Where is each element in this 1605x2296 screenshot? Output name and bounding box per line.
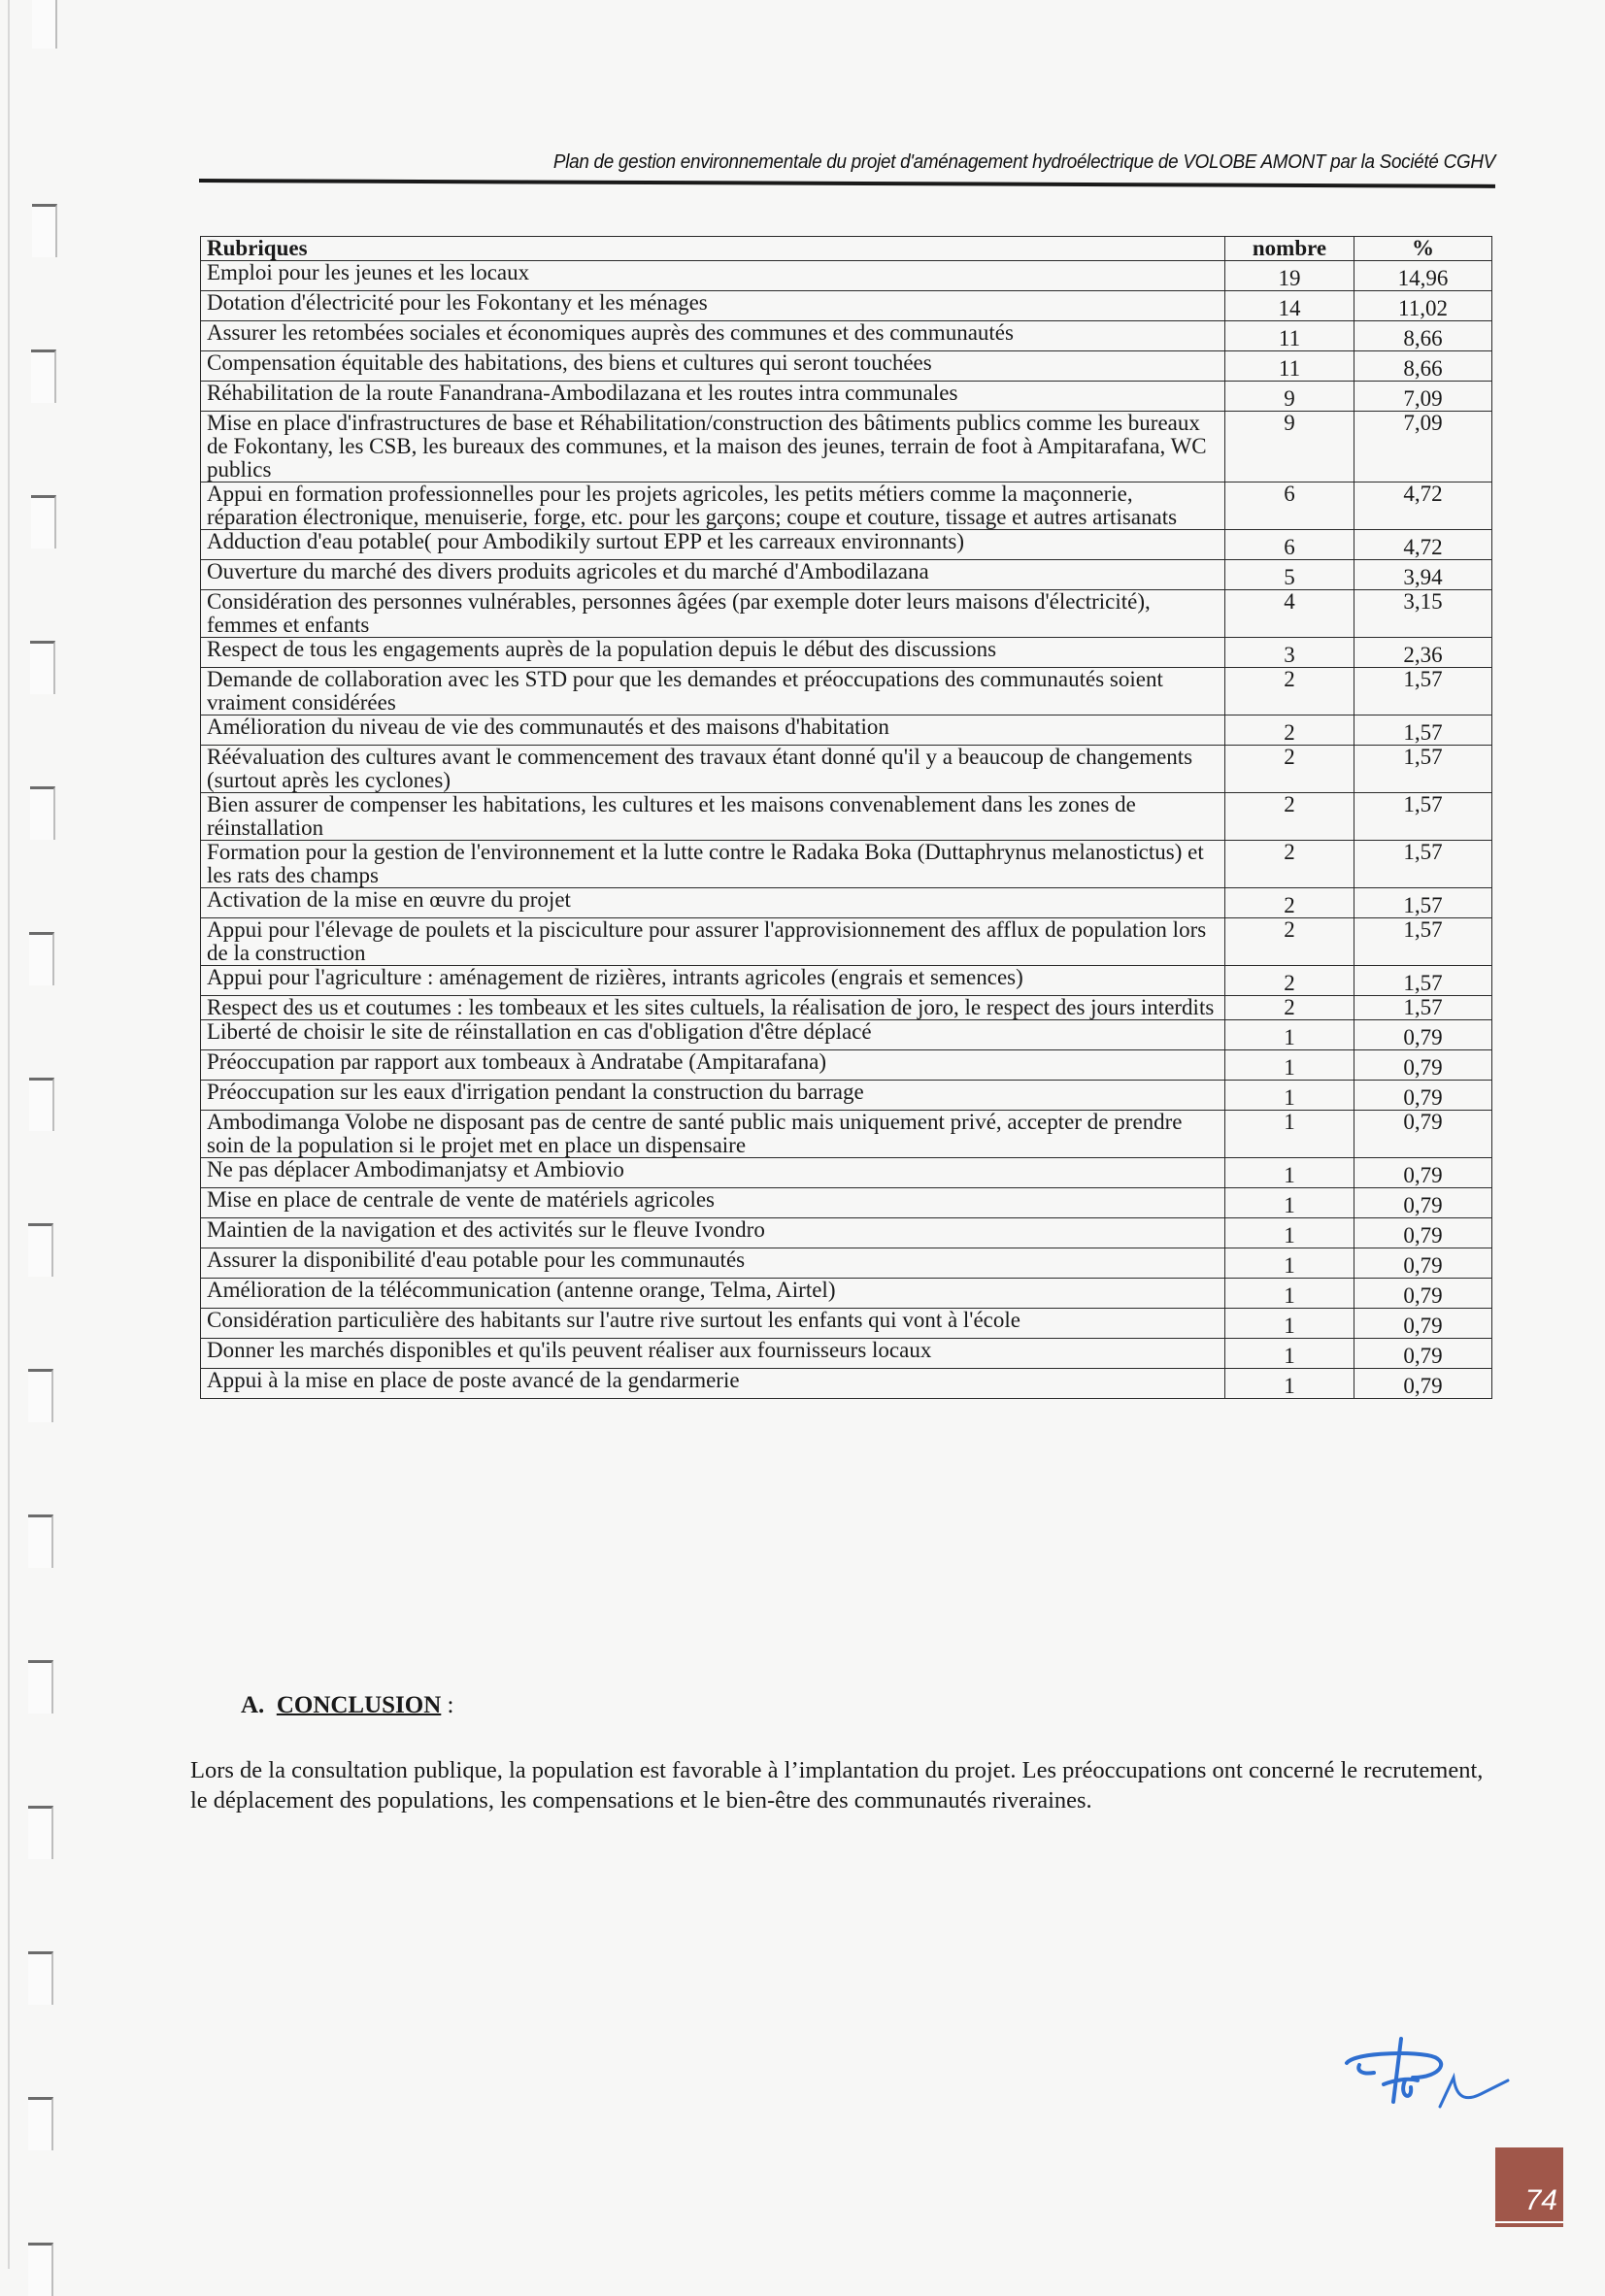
table-row (201, 746, 1492, 793)
running-header: Plan de gestion environnementale du projet d'aménagement hydroélectrique de VOLOBE AMONT par la Société CGHV (552, 150, 1495, 173)
percent-cell: 1,57 (1354, 841, 1492, 888)
percent-cell: 14,96 (1354, 261, 1492, 291)
rubrique-cell: Appui en formation professionnelles pour les projets agricoles, les petits métiers comme la maçonnerie, réparation électronique, menuiserie, forge, etc. pour les garçons; coupe et couture, tissage et autres artisanats (201, 482, 1225, 530)
binder-holes (0, 0, 58, 2269)
percent-cell: 7,09 (1354, 412, 1492, 482)
percent-cell: 4,72 (1354, 482, 1492, 530)
rubrique-cell: Ambodimanga Volobe ne disposant pas de centre de santé public mais uniquement privé, accepter de prendre soin de la population si le projet met en place un dispensaire (201, 1111, 1225, 1158)
rubrique-cell: Appui pour l'agriculture : aménagement de rizières, intrants agricoles (engrais et semences) (201, 966, 1225, 996)
table-row (201, 793, 1492, 841)
nombre-cell: 1 (1225, 1248, 1354, 1279)
percent-cell: 0,79 (1354, 1218, 1492, 1248)
percent-cell: 1,57 (1354, 966, 1492, 996)
page-number-badge (1495, 2147, 1563, 2227)
percent-cell: 0,79 (1354, 1188, 1492, 1218)
rubrique-cell: Adduction d'eau potable( pour Ambodikily surtout EPP et les carreaux environnants) (201, 530, 1225, 560)
nombre-cell: 5 (1225, 560, 1354, 590)
table-row (201, 321, 1492, 351)
punch-hole (31, 495, 56, 549)
rubrique-cell: Bien assurer de compenser les habitations, les cultures et les maisons convenablement dans les zones de réinstallation (201, 793, 1225, 841)
percent-cell: 0,79 (1354, 1279, 1492, 1309)
percent-cell: 1,57 (1354, 888, 1492, 918)
nombre-cell: 11 (1225, 321, 1354, 351)
nombre-cell: 1 (1225, 1050, 1354, 1081)
column-header-percent: % (1354, 237, 1492, 261)
nombre-cell: 1 (1225, 1218, 1354, 1248)
conclusion-paragraph: Lors de la consultation publique, la population est favorable à l’implantation du projet. Les préoccupations ont concerné le recrutement, le déplacement des populations, les compensations et le bien-être des communautés riveraines. (190, 1757, 1484, 1814)
nombre-cell: 2 (1225, 746, 1354, 793)
table-row (201, 1279, 1492, 1309)
rubriques-table (200, 236, 1492, 1399)
punch-hole (32, 204, 57, 257)
nombre-cell: 1 (1225, 1309, 1354, 1339)
percent-cell: 0,79 (1354, 1369, 1492, 1399)
table-row (201, 1218, 1492, 1248)
nombre-cell: 2 (1225, 715, 1354, 746)
table-row (201, 1188, 1492, 1218)
nombre-cell: 1 (1225, 1369, 1354, 1399)
table-row (201, 1309, 1492, 1339)
punch-hole (28, 1660, 53, 1714)
table-row (201, 261, 1492, 291)
nombre-cell: 11 (1225, 351, 1354, 382)
rubrique-cell: Maintien de la navigation et des activités sur le fleuve Ivondro (201, 1218, 1225, 1248)
table-row (201, 1081, 1492, 1111)
percent-cell: 1,57 (1354, 996, 1492, 1020)
punch-hole (28, 1223, 53, 1277)
rubrique-cell: Préoccupation par rapport aux tombeaux à Andratabe (Ampitarafana) (201, 1050, 1225, 1081)
punch-hole (28, 2243, 53, 2296)
table-row (201, 1020, 1492, 1050)
column-header-rubriques: Rubriques (201, 237, 1225, 261)
percent-cell: 0,79 (1354, 1248, 1492, 1279)
rubrique-cell: Respect des us et coutumes : les tombeaux et les sites cultuels, la réalisation de joro, le respect des jours interdits (201, 996, 1225, 1020)
rubrique-cell: Activation de la mise en œuvre du projet (201, 888, 1225, 918)
table-row (201, 996, 1492, 1020)
nombre-cell: 2 (1225, 841, 1354, 888)
rubrique-cell: Ne pas déplacer Ambodimanjatsy et Ambiovio (201, 1158, 1225, 1188)
punch-hole (30, 641, 55, 694)
punch-hole (28, 2097, 53, 2150)
nombre-cell: 1 (1225, 1020, 1354, 1050)
rubrique-cell: Amélioration de la télécommunication (antenne orange, Telma, Airtel) (201, 1279, 1225, 1309)
percent-cell: 0,79 (1354, 1111, 1492, 1158)
rubrique-cell: Assurer les retombées sociales et économiques auprès des communes et des communautés (201, 321, 1225, 351)
nombre-cell: 19 (1225, 261, 1354, 291)
table-row (201, 1158, 1492, 1188)
rubrique-cell: Mise en place d'infrastructures de base et Réhabilitation/construction des bâtiments publics comme les bureaux de Fokontany, les CSB, les bureaux des communes, et la maison des jeunes, terrain de foot à Ampitarafana, WC publics (201, 412, 1225, 482)
column-header-nombre: nombre (1225, 237, 1354, 261)
rubrique-cell: Mise en place de centrale de vente de matériels agricoles (201, 1188, 1225, 1218)
nombre-cell: 1 (1225, 1188, 1354, 1218)
page-edge (8, 0, 10, 2269)
table-row (201, 888, 1492, 918)
table-header-row (201, 237, 1492, 261)
rubrique-cell: Donner les marchés disponibles et qu'ils peuvent réaliser aux fournisseurs locaux (201, 1339, 1225, 1369)
rubrique-cell: Emploi pour les jeunes et les locaux (201, 261, 1225, 291)
rubrique-cell: Considération des personnes vulnérables, personnes âgées (par exemple doter leurs maisons d'électricité), femmes et enfants (201, 590, 1225, 638)
table-body (201, 261, 1492, 1399)
percent-cell: 4,72 (1354, 530, 1492, 560)
page-number: 74 (1524, 2184, 1557, 2216)
nombre-cell: 2 (1225, 888, 1354, 918)
nombre-cell: 6 (1225, 530, 1354, 560)
percent-cell: 1,57 (1354, 715, 1492, 746)
table-row (201, 1248, 1492, 1279)
rubrique-cell: Appui à la mise en place de poste avancé de la gendarmerie (201, 1369, 1225, 1399)
punch-hole (29, 932, 54, 985)
punch-hole (28, 1514, 53, 1568)
table-row (201, 351, 1492, 382)
table-row (201, 291, 1492, 321)
nombre-cell: 4 (1225, 590, 1354, 638)
nombre-cell: 1 (1225, 1339, 1354, 1369)
percent-cell: 0,79 (1354, 1050, 1492, 1081)
punch-hole (30, 786, 55, 840)
percent-cell: 1,57 (1354, 668, 1492, 715)
table-row (201, 590, 1492, 638)
punch-hole (29, 1078, 54, 1131)
punch-hole (28, 1806, 53, 1859)
nombre-cell: 1 (1225, 1158, 1354, 1188)
table-row (201, 1339, 1492, 1369)
nombre-cell: 9 (1225, 382, 1354, 412)
percent-cell: 11,02 (1354, 291, 1492, 321)
table-row (201, 1050, 1492, 1081)
nombre-cell: 9 (1225, 412, 1354, 482)
nombre-cell: 1 (1225, 1279, 1354, 1309)
rubrique-cell: Demande de collaboration avec les STD pour que les demandes et préoccupations des communautés soient vraiment considérées (201, 668, 1225, 715)
rubrique-cell: Considération particulière des habitants sur l'autre rive surtout les enfants qui vont à l'école (201, 1309, 1225, 1339)
percent-cell: 1,57 (1354, 746, 1492, 793)
table-row (201, 530, 1492, 560)
punch-hole (28, 1369, 53, 1422)
table-row (201, 715, 1492, 746)
table-row (201, 841, 1492, 888)
conclusion-title: CONCLUSION (276, 1692, 442, 1718)
percent-cell: 0,79 (1354, 1309, 1492, 1339)
percent-cell: 3,94 (1354, 560, 1492, 590)
nombre-cell: 2 (1225, 793, 1354, 841)
nombre-cell: 3 (1225, 638, 1354, 668)
rubrique-cell: Préoccupation sur les eaux d'irrigation pendant la construction du barrage (201, 1081, 1225, 1111)
punch-hole (28, 1951, 53, 2005)
table-row (201, 966, 1492, 996)
header-rule (199, 179, 1495, 188)
nombre-cell: 14 (1225, 291, 1354, 321)
rubrique-cell: Respect de tous les engagements auprès de la population depuis le début des discussions (201, 638, 1225, 668)
conclusion-colon: : (441, 1692, 454, 1718)
nombre-cell: 2 (1225, 996, 1354, 1020)
percent-cell: 3,15 (1354, 590, 1492, 638)
table-row (201, 1111, 1492, 1158)
nombre-cell: 2 (1225, 918, 1354, 966)
table-row (201, 412, 1492, 482)
rubrique-cell: Assurer la disponibilité d'eau potable pour les communautés (201, 1248, 1225, 1279)
nombre-cell: 1 (1225, 1081, 1354, 1111)
percent-cell: 8,66 (1354, 321, 1492, 351)
punch-hole (31, 349, 56, 403)
rubrique-cell: Liberté de choisir le site de réinstallation en cas d'obligation d'être déplacé (201, 1020, 1225, 1050)
conclusion-heading (241, 1692, 454, 1719)
percent-cell: 2,36 (1354, 638, 1492, 668)
table-row (201, 918, 1492, 966)
signature (1335, 2024, 1510, 2112)
table-row (201, 560, 1492, 590)
percent-cell: 1,57 (1354, 918, 1492, 966)
table-row (201, 382, 1492, 412)
nombre-cell: 2 (1225, 966, 1354, 996)
nombre-cell: 1 (1225, 1111, 1354, 1158)
percent-cell: 0,79 (1354, 1158, 1492, 1188)
badge-underline (1495, 2221, 1563, 2223)
percent-cell: 0,79 (1354, 1081, 1492, 1111)
percent-cell: 0,79 (1354, 1339, 1492, 1369)
rubrique-cell: Appui pour l'élevage de poulets et la pisciculture pour assurer l'approvisionnement des afflux de population lors de la construction (201, 918, 1225, 966)
nombre-cell: 6 (1225, 482, 1354, 530)
rubrique-cell: Réhabilitation de la route Fanandrana-Ambodilazana et les routes intra communales (201, 382, 1225, 412)
rubrique-cell: Réévaluation des cultures avant le commencement des travaux étant donné qu'il y a beaucoup de changements (surtout après les cyclones) (201, 746, 1225, 793)
rubrique-cell: Ouverture du marché des divers produits agricoles et du marché d'Ambodilazana (201, 560, 1225, 590)
rubrique-cell: Compensation équitable des habitations, des biens et cultures qui seront touchées (201, 351, 1225, 382)
percent-cell: 8,66 (1354, 351, 1492, 382)
table-row (201, 482, 1492, 530)
punch-hole (32, 0, 57, 49)
table-row (201, 1369, 1492, 1399)
percent-cell: 0,79 (1354, 1020, 1492, 1050)
conclusion-prefix: A. (241, 1692, 265, 1718)
rubrique-cell: Formation pour la gestion de l'environnement et la lutte contre le Radaka Boka (Duttaphrynus melanostictus) et les rats des champs (201, 841, 1225, 888)
nombre-cell: 2 (1225, 668, 1354, 715)
table-row (201, 638, 1492, 668)
rubrique-cell: Amélioration du niveau de vie des communautés et des maisons d'habitation (201, 715, 1225, 746)
rubrique-cell: Dotation d'électricité pour les Fokontany et les ménages (201, 291, 1225, 321)
percent-cell: 1,57 (1354, 793, 1492, 841)
percent-cell: 7,09 (1354, 382, 1492, 412)
table-row (201, 668, 1492, 715)
